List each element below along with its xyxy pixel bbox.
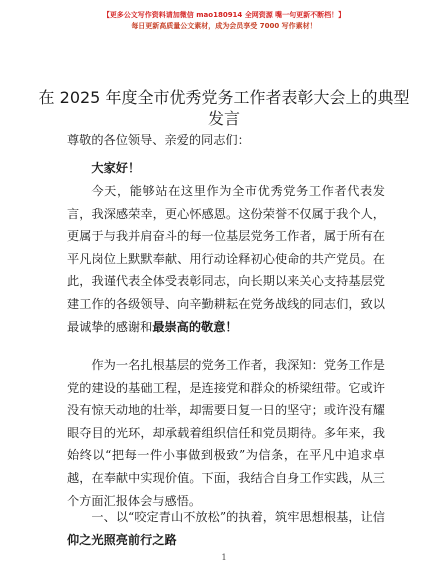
promo-banner-line1: 【更多公文写作资料请加微信 mao180914 全网资源 嘴一句更新不断档！】	[102, 11, 346, 19]
paragraph-opening-text: 今天，能够站在这里作为全市优秀党务工作者代表发言，我深感荣幸，更心怀感恩。这份荣誉不仅属于我个人，更属于与我并肩奋斗的每一位基层党务工作者，属于所有在平凡岗位上默默奉献、用行动诠释初心使命的共产党员。在此，我谨代表全体受表彰同志，向长期以来关心支持基层党建工作的各级领导、向辛勤耕耘在党务战线的同志们，致以最诚挚的感谢和	[67, 184, 385, 334]
section-heading-one-text: 一、以“咬定青山不放松”的执着，筑牢思想根基，让信	[91, 510, 385, 524]
salutation: 尊敬的各位领导、亲爱的同志们：	[67, 133, 250, 147]
promo-banner-line2: 每日更新高质量公文素材，成为会员享受 7000 写作素材！	[131, 22, 317, 30]
paragraph-opening	[67, 180, 385, 338]
section-heading-one-bold: 仰之光照亮前行之路	[67, 532, 177, 547]
greeting: 大家好！	[91, 161, 141, 175]
page-number: 1	[221, 553, 227, 562]
paragraph-role: 作为一名扎根基层的党务工作者，我深知：党务工作是党的建设的基础工程，是连接党和群众的桥梁纽带。它或许没有惊天动地的壮举，却需要日复一日的坚守；或许没有耀眼夺目的光环，却承载着组织信任和党员期待。多年来，我始终以“把每一件小事做到极致”为信条，在平凡中追求卓越，在奉献中实现价值。下面，我结合自身工作实践，从三个方面汇报体会与感悟。	[67, 358, 385, 508]
section-heading-one	[67, 506, 385, 551]
document-title: 在 2025 年度全市优秀党务工作者表彰大会上的典型发言	[38, 88, 410, 128]
paragraph-opening-bold: 最崇高的敬意！	[152, 319, 238, 334]
